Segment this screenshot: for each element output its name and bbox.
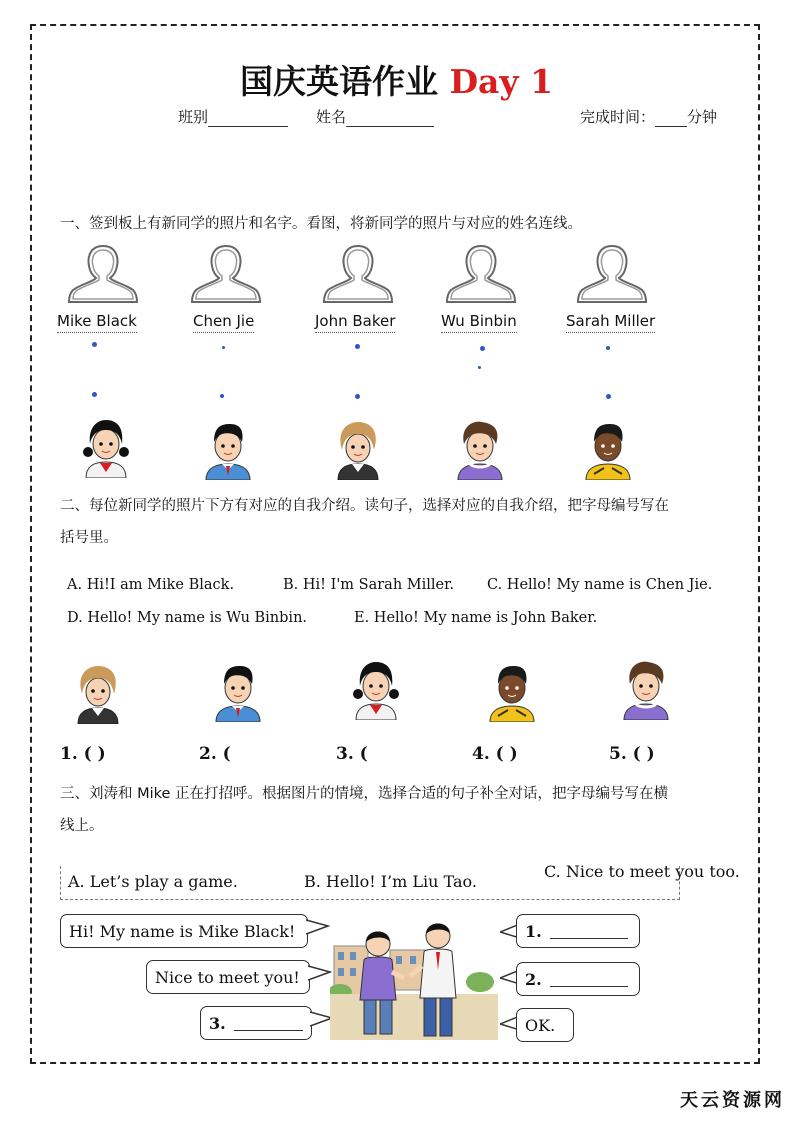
time-field (580, 106, 717, 127)
two-boys-greeting-illustration (330, 916, 498, 1040)
name-mike-black: Mike Black (57, 312, 137, 333)
bubble-ok (516, 1008, 574, 1042)
photo-connect-dot[interactable] (478, 366, 481, 369)
part3-instruction-line2: 线上。 (60, 818, 104, 834)
title-day: Day 1 (449, 62, 554, 101)
bubble-blank-3[interactable] (200, 1006, 312, 1040)
name-connect-dot[interactable] (92, 342, 97, 347)
answer-slot-1[interactable]: 1. ( ) (60, 744, 106, 764)
boy-chen-portrait (200, 416, 256, 480)
answer-slot-3[interactable]: 3. ( (336, 744, 368, 764)
name-john-baker: John Baker (315, 312, 395, 333)
time-blank[interactable] (655, 112, 687, 127)
watermark-text: 天云资源网 (680, 1090, 785, 1111)
name-blank[interactable] (346, 112, 434, 127)
option-e: E. Hello! My name is John Baker. (354, 610, 598, 626)
photo-connect-dot[interactable] (355, 394, 360, 399)
photo-connect-dot[interactable] (606, 394, 611, 399)
answer-slot-4[interactable]: 4. ( ) (472, 744, 518, 764)
answer-line[interactable] (550, 971, 628, 987)
name-wu-binbin: Wu Binbin (441, 312, 517, 333)
name-chen-jie: Chen Jie (193, 312, 254, 333)
bubble-text: Nice to meet you! (155, 967, 300, 987)
answer-line[interactable] (234, 1015, 303, 1031)
girl-black-hair-portrait (78, 414, 134, 478)
part1-instruction: 一、签到板上有新同学的照片和名字。看图，将新同学的照片与对应的姓名连线。 (60, 216, 582, 232)
avatar-outline-icon (441, 240, 521, 308)
choice-c: C. Nice to meet you too. (544, 862, 740, 881)
answer-line[interactable] (550, 923, 628, 939)
boy-dark-skin-portrait (484, 658, 540, 722)
boy-dark-skin-portrait (580, 416, 636, 480)
time-unit: 分钟 (687, 108, 718, 126)
bubble-number: 3. (209, 1013, 226, 1033)
bubble-number: 2. (525, 969, 542, 989)
girl-black-hair-portrait (348, 656, 404, 720)
dashed-page-border (30, 24, 760, 1064)
answer-slot-2[interactable]: 2. ( (199, 744, 231, 764)
name-connect-dot[interactable] (222, 346, 225, 349)
time-label: 完成时间： (580, 108, 656, 126)
avatar-outline-icon (318, 240, 398, 308)
class-label: 班别 (178, 108, 209, 126)
bubble-blank-1[interactable] (516, 914, 640, 948)
title-chinese: 国庆英语作业 (239, 62, 438, 101)
part2-instruction-line2: 括号里。 (60, 530, 118, 546)
avatar-outline-icon (572, 240, 652, 308)
bubble-text: Hi! My name is Mike Black! (69, 921, 296, 941)
name-connect-dot[interactable] (355, 344, 360, 349)
bubble-blank-2[interactable] (516, 962, 640, 996)
avatar-outline-icon (186, 240, 266, 308)
answer-slot-5[interactable]: 5. ( ) (609, 744, 655, 764)
bubble-nice-to-meet (146, 960, 310, 994)
part3-instruction-line1: 三、刘涛和 Mike 正在打招呼。根据图片的情境，选择合适的句子补全对话，把字母编号写在横 (60, 786, 669, 802)
part2-instruction-line1: 二、每位新同学的照片下方有对应的自我介绍。读句子，选择对应的自我介绍，把字母编号写在 (60, 498, 669, 514)
boy-curly-hair-portrait (452, 416, 508, 480)
bubble-tail (306, 916, 330, 944)
option-a: A. Hi!I am Mike Black. (67, 577, 235, 593)
girl-curly-hair-portrait (330, 416, 386, 480)
choice-b: B. Hello! I’m Liu Tao. (304, 872, 477, 891)
boy-chen-portrait (210, 658, 266, 722)
name-connect-dot[interactable] (480, 346, 485, 351)
girl-curly-hair-portrait (70, 660, 126, 724)
page-title (0, 56, 793, 103)
photo-connect-dot[interactable] (220, 394, 224, 398)
option-c: C. Hello! My name is Chen Jie. (487, 577, 713, 593)
class-blank[interactable] (208, 112, 288, 127)
name-sarah-miller: Sarah Miller (566, 312, 655, 333)
bubble-mike-greeting (60, 914, 308, 948)
option-d: D. Hello! My name is Wu Binbin. (67, 610, 308, 626)
photo-connect-dot[interactable] (92, 392, 97, 397)
name-field (316, 106, 434, 127)
name-connect-dot[interactable] (606, 346, 610, 350)
class-field (178, 106, 288, 127)
bubble-number: 1. (525, 921, 542, 941)
option-b: B. Hi! I'm Sarah Miller. (283, 577, 455, 593)
bubble-tail (308, 962, 332, 990)
choice-a: A. Let’s play a game. (68, 872, 238, 891)
avatar-outline-icon (63, 240, 143, 308)
bubble-text: OK. (525, 1015, 556, 1035)
boy-curly-hair-portrait (618, 656, 674, 720)
name-label: 姓名 (316, 108, 347, 126)
